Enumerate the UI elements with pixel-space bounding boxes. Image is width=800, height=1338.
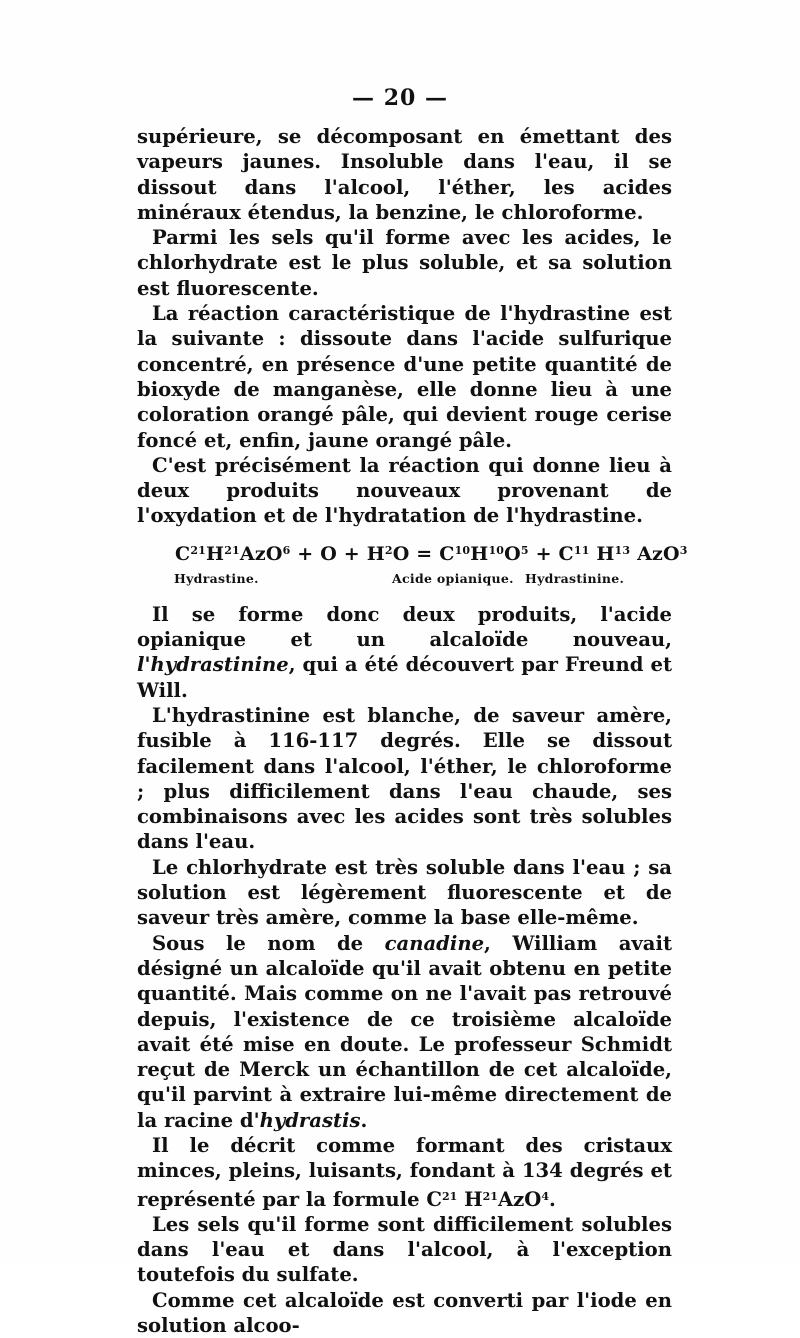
paragraph-canadine: Sous le nom de canadine, William avait désigné un alcaloïde qu'il avait obtenu en petite quantité. Mais comme on ne l'avait pas retrouvé depuis, l'existence de ce troisième alcaloïde avait été mise en doute. Le professeur Schmidt reçut de Merck un échantillon de cet alcaloïde, qu'il parvint à extraire lui-même directement de la racine d'hydrastis. bbox=[137, 931, 672, 1132]
caption-hydrastinine: Hydrastinine. bbox=[525, 570, 625, 586]
paragraph-reaction-products: C'est précisément la réaction qui donne lieu à deux produits nouveaux provenant de l'oxydation et de l'hydratation de l'hydrastine. bbox=[137, 453, 672, 528]
caption-acide-opianique: Acide opianique. bbox=[392, 570, 514, 586]
body-text bbox=[137, 124, 688, 1338]
chemical-equation bbox=[137, 538, 688, 596]
page-number: — 20 — bbox=[352, 85, 448, 111]
paragraph-chlorhydrate: Le chlorhydrate est très soluble dans l'eau ; sa solution est légèrement fluorescente et de saveur très amère, comme la base elle-même. bbox=[137, 855, 672, 930]
caption-hydrastine: Hydrastine. bbox=[174, 570, 259, 586]
equation-formula: $C^{21}H^{21}AzO^6 + O + H^2O = C^{10}H^{10}O^5 + C^{11}$ $H^{13}$ AzO$^3$ bbox=[175, 542, 688, 565]
paragraph-hydrastinine-properties: L'hydrastinine est blanche, de saveur amère, fusible à 116-117 degrés. Elle se dissout facilement dans l'alcool, l'éther, le chloroforme ; plus difficilement dans l'eau chaude, ses combinaisons avec les acides sont très solubles dans l'eau. bbox=[137, 703, 672, 854]
paragraph-salts: Les sels qu'il forme sont difficilement solubles dans l'eau et dans l'alcool, à l'exception toutefois du sulfate. bbox=[137, 1212, 672, 1287]
paragraph-iode: Comme cet alcaloïde est converti par l'iode en solution alcoo- bbox=[137, 1288, 672, 1338]
paragraph-two-products: Il se forme donc deux produits, l'acide opianique et un alcaloïde nouveau, l'hydrastinine, qui a été découvert par Freund et Will. bbox=[137, 602, 672, 702]
paragraph-crystals-formula: Il le décrit comme formant des cristaux minces, pleins, luisants, fondant à 134 degrés et représenté par la formule $C^{21}$ $H^{21}AzO^4$. bbox=[137, 1133, 672, 1211]
paragraph-salts-solubility: Parmi les sels qu'il forme avec les acides, le chlorhydrate est le plus soluble, et sa solution est fluorescente. bbox=[137, 226, 672, 300]
paragraph-continuation: supérieure, se décomposant en émettant des vapeurs jaunes. Insoluble dans l'eau, il se dissout dans l'alcool, l'éther, les acides minéraux étendus, la benzine, le chloroforme. bbox=[137, 125, 672, 224]
paragraph-characteristic-reaction: La réaction caractéristique de l'hydrastine est la suivante : dissoute dans l'acide sulfurique concentré, en présence d'une petite quantité de bioxyde de manganèse, elle donne lieu à une coloration orangé pâle, qui devient rouge cerise foncé et, enfin, jaune orangé pâle. bbox=[137, 302, 672, 452]
